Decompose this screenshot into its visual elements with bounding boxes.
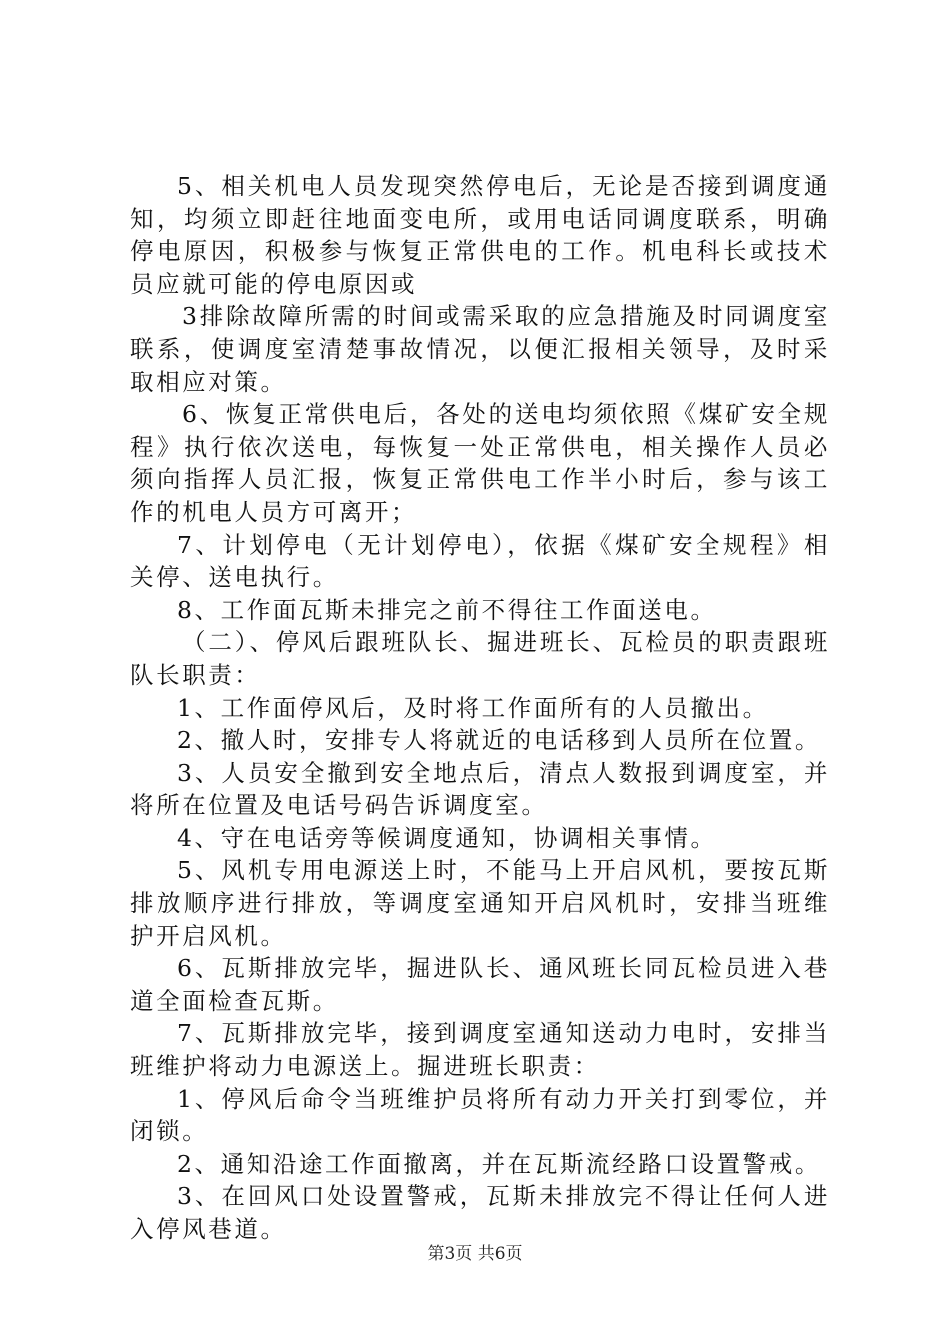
paragraph: 5、风机专用电源送上时，不能马上开启风机，要按瓦斯排放顺序进行排放，等调度室通知开启风机时，安排当班维护开启风机。 [130,856,830,950]
paragraph: 7、瓦斯排放完毕，接到调度室通知送动力电时，安排当班维护将动力电源送上。掘进班长职责： [130,1019,830,1081]
paragraph: 1、停风后命令当班维护员将所有动力开关打到零位，并闭锁。 [130,1084,830,1146]
paragraph: 3排除故障所需的时间或需采取的应急措施及时同调度室联系，使调度室清楚事故情况，以便汇报相关领导，及时采取相应对策。 [130,302,830,396]
paragraph: 8、工作面瓦斯未排完之前不得往工作面送电。 [177,595,717,624]
paragraph: 7、计划停电（无计划停电），依据《煤矿安全规程》相关停、送电执行。 [130,530,830,592]
section-heading: （二）、停风后跟班队长、掘进班长、瓦检员的职责跟班队长职责： [130,628,830,689]
paragraph: 1、工作面停风后，及时将工作面所有的人员撤出。 [177,693,769,722]
paragraph: 3、在回风口处设置警戒，瓦斯未排放完不得让任何人进入停风巷道。 [130,1182,830,1243]
paragraph: 4、守在电话旁等候调度通知，协调相关事情。 [177,823,717,852]
paragraph: 6、瓦斯排放完毕，掘进队长、通风班长同瓦检员进入巷道全面检查瓦斯。 [130,954,830,1015]
page-number-footer: 第3页 共6页 [427,1244,523,1264]
document-body [130,170,830,1246]
paragraph: 2、撤人时，安排专人将就近的电话移到人员所在位置。 [177,726,821,755]
paragraph: 3、人员安全撤到安全地点后，清点人数报到调度室，并将所在位置及电话号码告诉调度室。 [130,758,830,820]
paragraph: 5、相关机电人员发现突然停电后，无论是否接到调度通知，均须立即赶往地面变电所，或用电话同调度联系，明确停电原因，积极参与恢复正常供电的工作。机电科长或技术员应就可能的停电原因或 [130,172,830,298]
paragraph: 6、恢复正常供电后，各处的送电均须依照《煤矿安全规程》执行依次送电，每恢复一处正常供电，相关操作人员必须向指挥人员汇报，恢复正常供电工作半小时后，参与该工作的机电人员方可离开； [130,400,830,526]
paragraph: 2、通知沿途工作面撤离，并在瓦斯流经路口设置警戒。 [177,1149,821,1178]
